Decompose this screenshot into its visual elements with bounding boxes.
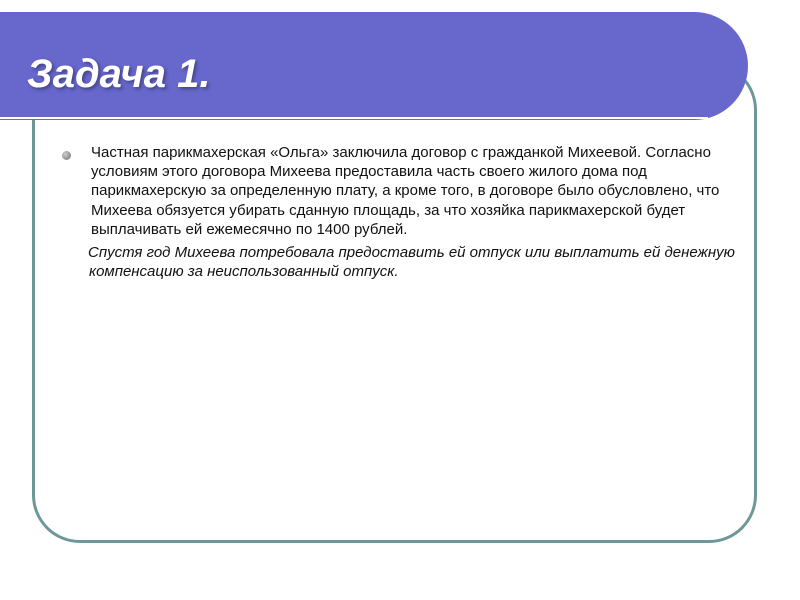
content-frame bbox=[32, 62, 757, 543]
bullet-dot-icon bbox=[62, 151, 71, 160]
slide-title: Задача 1. bbox=[27, 52, 211, 96]
title-divider bbox=[0, 117, 708, 119]
title-band bbox=[0, 12, 748, 120]
bullet-item bbox=[60, 143, 740, 239]
task-claim-text: Спустя год Михеева потребовала предоставить ей отпуск или выплатить ей денежную компенсацию за неиспользованный отпуск. bbox=[88, 244, 735, 281]
slide-content bbox=[60, 143, 740, 281]
task-description: Частная парикмахерская «Ольга» заключила договор с гражданкой Михеевой. Согласно условиям этого договора Михеева предоставила часть своего жилого дома под парикмахерскую за определенную плату, а кроме того, в договоре было обусловлено, что Михеева обязуется убирать сданную площадь, за что хозяйка парикмахерской будет выплачивать ей ежемесячно по 1400 рублей. bbox=[91, 144, 720, 238]
